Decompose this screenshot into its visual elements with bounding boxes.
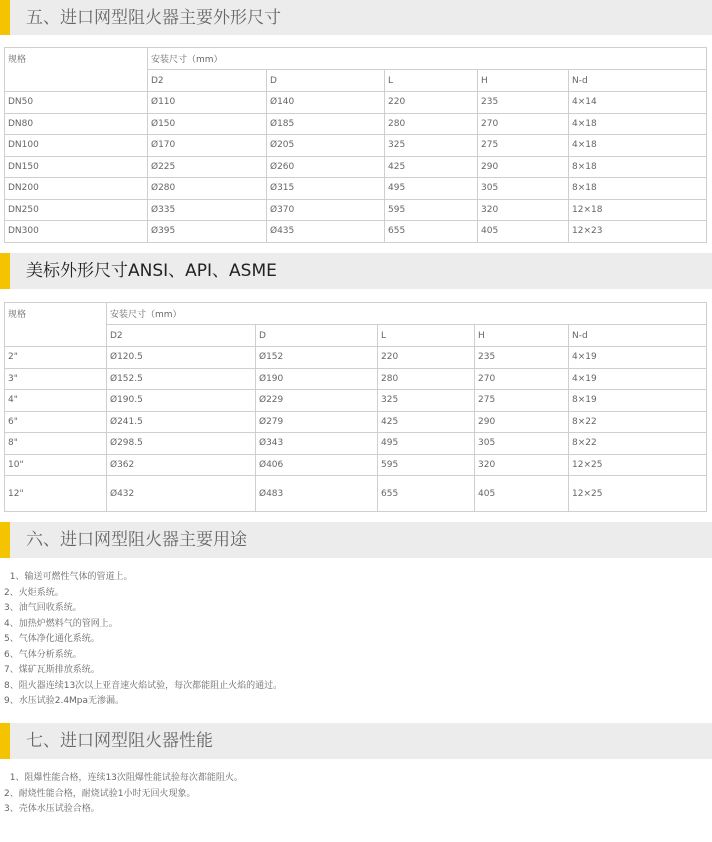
list-item: 3、油气回收系统。 [4, 603, 82, 613]
column-header: L [378, 325, 475, 347]
value-cell: 220 [378, 347, 475, 369]
value-cell: 280 [378, 368, 475, 390]
section-accent-bar [0, 522, 10, 558]
table-row [5, 156, 707, 178]
us-dimensions-table [4, 302, 707, 512]
column-header: H [478, 70, 569, 92]
value-cell: Ø362 [107, 454, 256, 476]
value-cell: 8×19 [569, 390, 707, 412]
value-cell: 325 [378, 390, 475, 412]
value-cell: 305 [475, 433, 569, 455]
spec-cell: 12" [5, 476, 107, 512]
value-cell: 495 [378, 433, 475, 455]
value-cell: Ø435 [267, 221, 385, 243]
section-title: 七、进口网型阻火器性能 [26, 731, 213, 751]
section-header-dimensions [0, 0, 712, 35]
value-cell: 655 [378, 476, 475, 512]
spec-header: 规格 [5, 48, 148, 92]
list-item: 4、加热炉燃料气的管网上。 [4, 618, 118, 629]
value-cell: 8×22 [569, 433, 707, 455]
value-cell: 405 [475, 476, 569, 512]
value-cell: 12×25 [569, 454, 707, 476]
section-title: 美标外形尺寸ANSI、API、ASME [26, 261, 277, 281]
value-cell: Ø140 [267, 92, 385, 114]
value-cell: 4×14 [569, 92, 707, 114]
list-item: 3、壳体水压试验合格。 [4, 804, 100, 814]
value-cell: 12×25 [569, 476, 707, 512]
spec-cell: DN50 [5, 92, 148, 114]
list-item: 2、耐烧性能合格，耐烧试验1小时无回火现象。 [4, 788, 196, 799]
value-cell: Ø152.5 [107, 368, 256, 390]
table-row [5, 454, 707, 476]
value-cell: 290 [478, 156, 569, 178]
value-cell: 325 [385, 135, 478, 157]
section-header-applications [0, 522, 712, 558]
column-header: D [267, 70, 385, 92]
value-cell: Ø120.5 [107, 347, 256, 369]
list-item: 1、阻爆性能合格，连续13次阻爆性能试验每次都能阻火。 [4, 773, 243, 783]
spec-cell: DN250 [5, 199, 148, 221]
value-cell: Ø190 [256, 368, 378, 390]
value-cell: 235 [478, 92, 569, 114]
value-cell: 275 [478, 135, 569, 157]
column-header: D [256, 325, 378, 347]
value-cell: 425 [385, 156, 478, 178]
list-item: 8、阻火器连续13次以上亚音速火焰试验，每次都能阻止火焰的通过。 [4, 680, 283, 691]
table-row [5, 199, 707, 221]
value-cell: 320 [478, 199, 569, 221]
section-accent-bar [0, 723, 10, 759]
spec-cell: 3" [5, 368, 107, 390]
spec-cell: 10" [5, 454, 107, 476]
value-cell: 595 [378, 454, 475, 476]
column-header: H [475, 325, 569, 347]
value-cell: Ø110 [148, 92, 267, 114]
spec-cell: 8" [5, 433, 107, 455]
table-row [5, 135, 707, 157]
group-header: 安装尺寸（mm） [107, 303, 707, 325]
value-cell: 8×18 [569, 178, 707, 200]
spec-cell: DN80 [5, 113, 148, 135]
value-cell: 12×23 [569, 221, 707, 243]
applications-list [4, 570, 282, 710]
table-row [5, 390, 707, 412]
value-cell: 275 [475, 390, 569, 412]
value-cell: 305 [478, 178, 569, 200]
group-header: 安装尺寸（mm） [148, 48, 707, 70]
value-cell: 4×19 [569, 368, 707, 390]
list-item: 9、水压试验2.4Mpa无渗漏。 [4, 696, 125, 706]
table-row [5, 113, 707, 135]
value-cell: Ø370 [267, 199, 385, 221]
section-title: 六、进口网型阻火器主要用途 [26, 530, 247, 550]
value-cell: 4×19 [569, 347, 707, 369]
spec-cell: 2" [5, 347, 107, 369]
value-cell: 8×22 [569, 411, 707, 433]
spec-header: 规格 [5, 303, 107, 347]
spec-cell: DN300 [5, 221, 148, 243]
column-header: N-d [569, 70, 707, 92]
value-cell: Ø225 [148, 156, 267, 178]
value-cell: 425 [378, 411, 475, 433]
value-cell: Ø241.5 [107, 411, 256, 433]
column-header: D2 [148, 70, 267, 92]
value-cell: 290 [475, 411, 569, 433]
table-row [5, 411, 707, 433]
value-cell: 405 [478, 221, 569, 243]
spec-cell: DN100 [5, 135, 148, 157]
table-row [5, 92, 707, 114]
value-cell: 495 [385, 178, 478, 200]
list-item: 5、气体净化通化系统。 [4, 634, 100, 644]
table-row [5, 368, 707, 390]
value-cell: Ø150 [148, 113, 267, 135]
section-header-us-standard [0, 253, 712, 289]
section-accent-bar [0, 0, 10, 35]
table-row [5, 178, 707, 200]
dimensions-table [4, 47, 707, 243]
spec-cell: DN200 [5, 178, 148, 200]
value-cell: Ø152 [256, 347, 378, 369]
column-header: D2 [107, 325, 256, 347]
value-cell: Ø298.5 [107, 433, 256, 455]
list-item: 6、气体分析系统。 [4, 649, 82, 660]
value-cell: Ø280 [148, 178, 267, 200]
value-cell: 235 [475, 347, 569, 369]
table-row [5, 221, 707, 243]
value-cell: Ø190.5 [107, 390, 256, 412]
value-cell: 12×18 [569, 199, 707, 221]
section-header-performance [0, 723, 712, 759]
value-cell: 220 [385, 92, 478, 114]
value-cell: Ø406 [256, 454, 378, 476]
value-cell: 8×18 [569, 156, 707, 178]
value-cell: Ø395 [148, 221, 267, 243]
value-cell: Ø185 [267, 113, 385, 135]
value-cell: Ø229 [256, 390, 378, 412]
value-cell: 320 [475, 454, 569, 476]
list-item: 2、火炬系统。 [4, 587, 64, 598]
value-cell: Ø260 [267, 156, 385, 178]
value-cell: Ø343 [256, 433, 378, 455]
value-cell: 4×18 [569, 113, 707, 135]
table-row [5, 347, 707, 369]
list-item: 1、输送可燃性气体的管道上。 [4, 572, 133, 582]
performance-list [4, 771, 243, 818]
value-cell: 4×18 [569, 135, 707, 157]
value-cell: Ø483 [256, 476, 378, 512]
spec-cell: 4" [5, 390, 107, 412]
column-header: L [385, 70, 478, 92]
value-cell: Ø170 [148, 135, 267, 157]
value-cell: Ø432 [107, 476, 256, 512]
section-accent-bar [0, 253, 10, 289]
table-row [5, 433, 707, 455]
value-cell: 270 [475, 368, 569, 390]
value-cell: Ø335 [148, 199, 267, 221]
value-cell: 270 [478, 113, 569, 135]
value-cell: 595 [385, 199, 478, 221]
value-cell: Ø315 [267, 178, 385, 200]
value-cell: Ø279 [256, 411, 378, 433]
section-title: 五、进口网型阻火器主要外形尺寸 [26, 8, 281, 28]
value-cell: 655 [385, 221, 478, 243]
value-cell: 280 [385, 113, 478, 135]
value-cell: Ø205 [267, 135, 385, 157]
spec-cell: 6" [5, 411, 107, 433]
column-header: N-d [569, 325, 707, 347]
spec-cell: DN150 [5, 156, 148, 178]
table-row [5, 476, 707, 512]
list-item: 7、煤矿瓦斯排放系统。 [4, 665, 100, 675]
